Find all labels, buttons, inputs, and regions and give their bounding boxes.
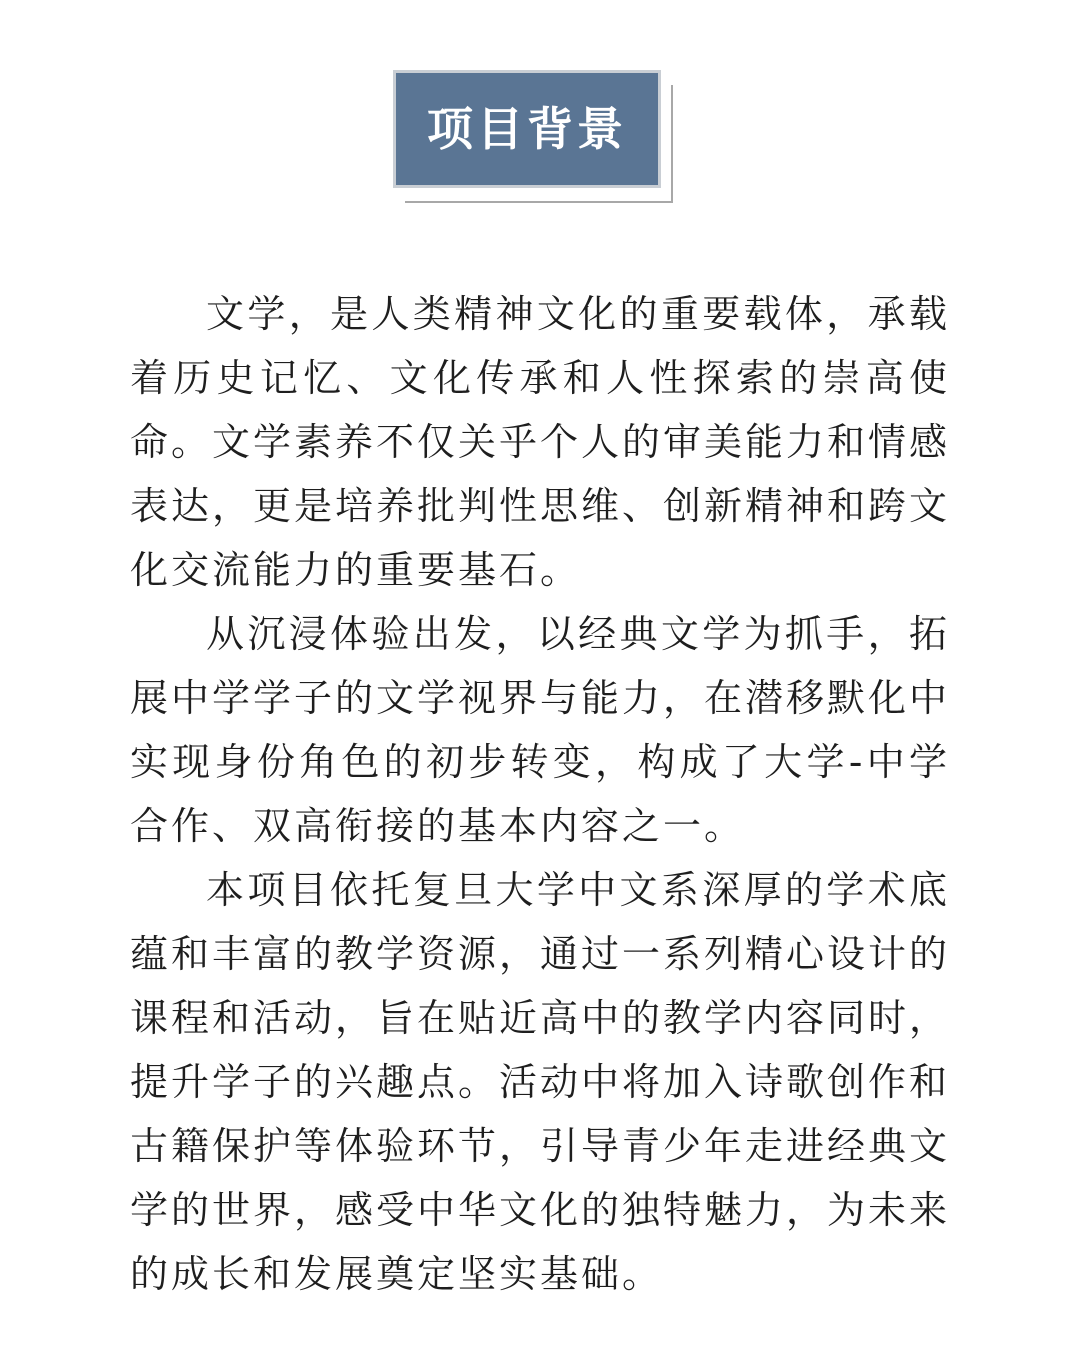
paragraph-intro: 文学，是人类精神文化的重要载体，承载着历史记忆、文化传承和人性探索的崇高使命。文学素养不仅关乎个人的审美能力和情感表达，更是培养批判性思维、创新精神和跨文化交流能力的重要基石。 [130,292,951,592]
section-title: 项目背景 [427,102,627,156]
section-header [393,70,661,188]
paragraph-approach: 从沉浸体验出发，以经典文学为抓手，拓展中学学子的文学视界与能力，在潜移默化中实现身份角色的初步转变，构成了大学-中学合作、双高衔接的基本内容之一。 [130,612,951,848]
article-body [130,282,950,1306]
header-box [393,70,661,188]
paragraph-project: 本项目依托复旦大学中文系深厚的学术底蕴和丰富的教学资源，通过一系列精心设计的课程和活动，旨在贴近高中的教学内容同时，提升学子的兴趣点。活动中将加入诗歌创作和古籍保护等体验环节，引导青少年走进经典文学的世界，感受中华文化的独特魅力，为未来的成长和发展奠定坚实基础。 [130,868,951,1296]
